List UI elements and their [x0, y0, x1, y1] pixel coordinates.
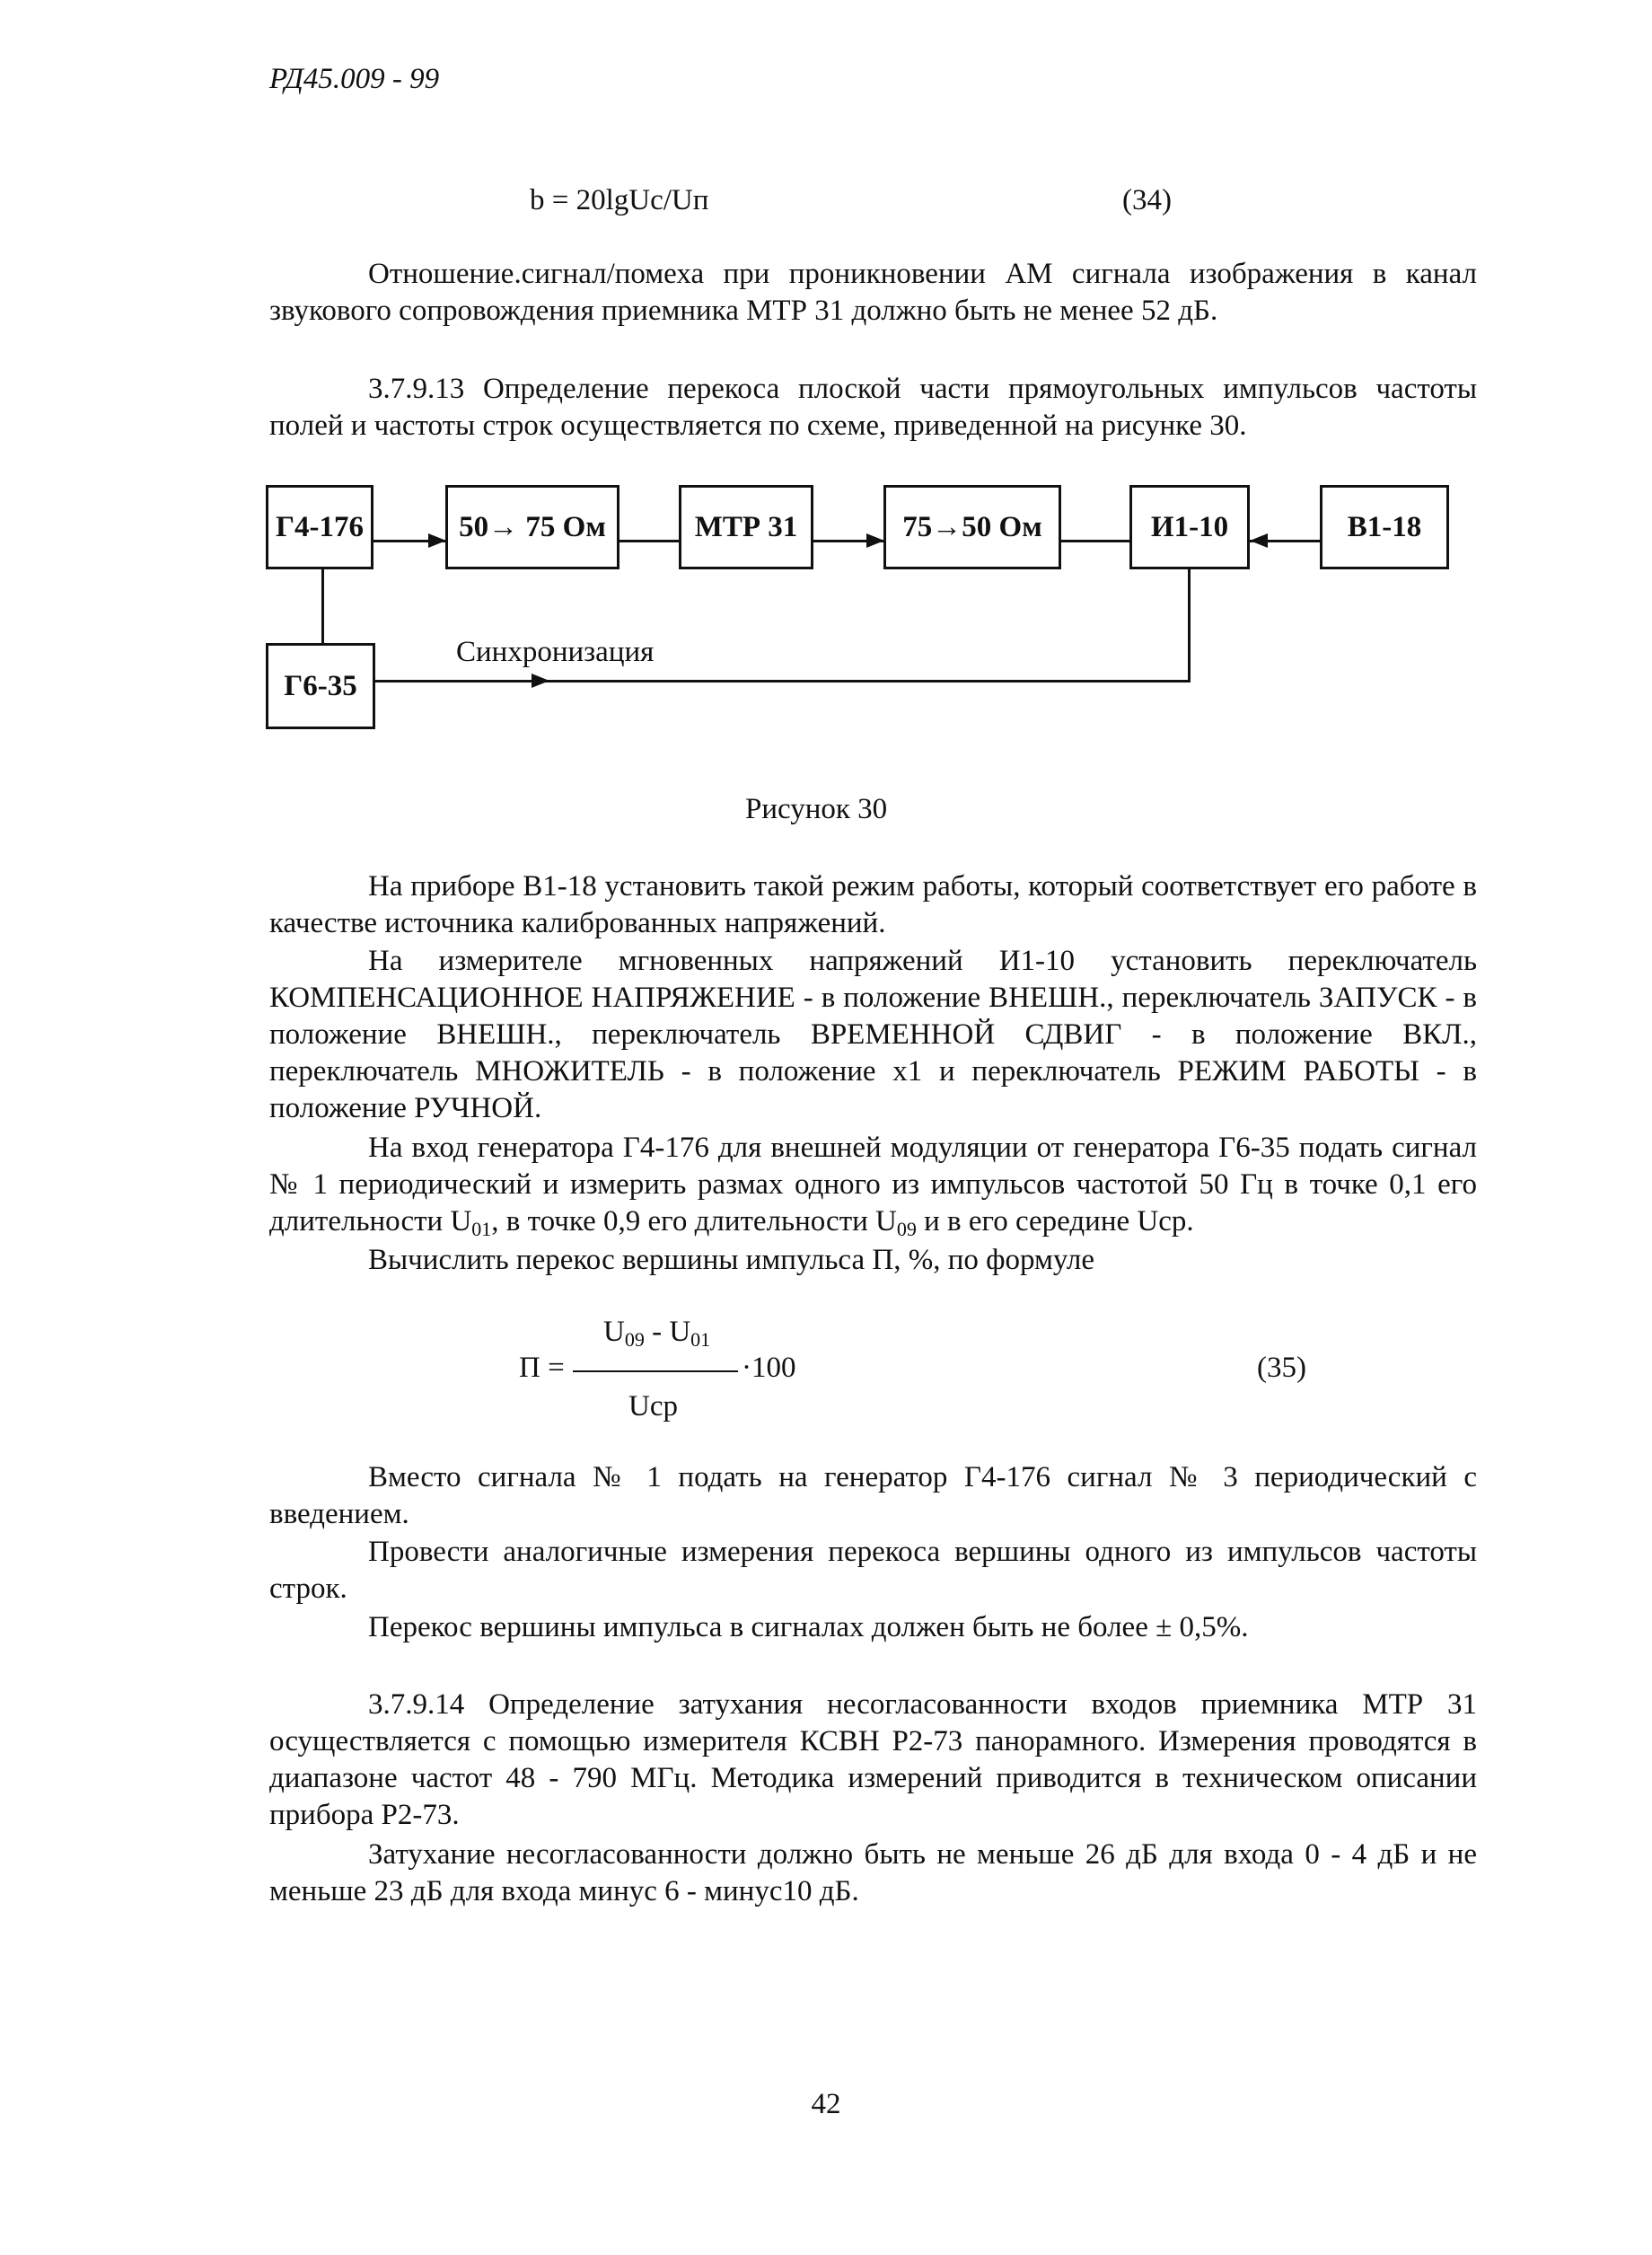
paragraph-3-7-9-14: 3.7.9.14 Определение затухания несогласованности входов приемника МТР 31 осуществляется с помощью измерителя КСВН Р2-73 панорамного. Измерения проводятся в диапазоне частот 48 - 790 МГц. Методика измерений приводится в техническом описании прибора Р2-73. [269, 1688, 1477, 1831]
arrow-to-i1-icon [1250, 533, 1268, 548]
formula-35-numerator [603, 1316, 710, 1352]
p5-part-b: , в точке 0,9 его длительности U [491, 1205, 897, 1238]
paragraph-compute: Вычислить перекос вершины импульса П, %, по формуле [368, 1244, 1095, 1276]
arrow-sync-icon [532, 674, 549, 688]
formula-34: b = 20lgUс/Uп [530, 184, 709, 216]
sub-09: 09 [896, 1218, 917, 1240]
num-sub-09: 09 [624, 1328, 645, 1351]
formula-35-lhs: П = [519, 1352, 565, 1384]
formula-35-denominator: Uср [628, 1390, 678, 1423]
fraction-bar [573, 1370, 738, 1372]
arrowheads [0, 0, 1652, 808]
box-g6-35: Г6-35 [266, 643, 375, 729]
box-g4-176: Г4-176 [266, 485, 373, 569]
paragraph-g4-176 [269, 1130, 1477, 1247]
box-mtr-31: МТР 31 [679, 485, 813, 569]
box-i1-10: И1-10 [1129, 485, 1250, 569]
box-attenuator-50-75: 50→ 75 Ом [445, 485, 620, 569]
p5-part-a: На вход генератора Г4-176 для внешней модуляции от генератора Г6-35 подать сигнал № 1 периодический и измерить размах одного из импульсов частотой 50 Гц в точке 0,1 его длительности U [269, 1132, 1477, 1238]
paragraph-tolerance: Перекос вершины импульса в сигналах должен быть не более ± 0,5%. [368, 1611, 1249, 1643]
formula-35-number: (35) [1257, 1352, 1306, 1384]
formula-35-multiplier: ·100 [742, 1352, 796, 1384]
num-u: U [603, 1316, 625, 1348]
formula-34-number: (34) [1122, 184, 1172, 216]
paragraph-line-freq: Провести аналогичные измерения перекоса вершины одного из импульсов частоты строк. [269, 1536, 1477, 1605]
num-minus: - U [644, 1316, 691, 1348]
paragraph-mismatch: Затухание несогласованности должно быть не меньше 26 дБ для входа 0 - 4 дБ и не меньше 23 дБ для входа минус 6 - минус10 дБ. [269, 1838, 1477, 1907]
arrow-to-att1-icon [428, 533, 446, 548]
paragraph-i1-10: На измерителе мгновенных напряжений И1-10 установить переключатель КОМПЕНСАЦИОННОЕ НАПРЯЖЕНИЕ - в положение ВНЕШН., переключатель ЗАПУСК - в положение ВНЕШН., переключатель ВРЕМЕННОЙ СДВИГ - в положение ВКЛ., переключатель МНОЖИТЕЛЬ - в положение х1 и переключатель РЕЖИМ РАБОТЫ - в положение РУЧНОЙ. [269, 945, 1477, 1124]
box-attenuator-75-50: 75→50 Ом [883, 485, 1061, 569]
sub-01: 01 [471, 1218, 492, 1240]
num-sub-01: 01 [690, 1328, 711, 1351]
paragraph-snr: Отношение.сигнал/помеха при проникновении АМ сигнала изображения в канал звукового сопровождения приемника МТР 31 должно быть не менее 52 дБ. [269, 258, 1477, 327]
document-code: РД45.009 - 99 [269, 63, 440, 95]
sync-label: Синхронизация [456, 636, 655, 668]
paragraph-signal-3: Вместо сигнала № 1 подать на генератор Г4-176 сигнал № 3 периодический с введением. [269, 1461, 1477, 1530]
paragraph-3-7-9-13: 3.7.9.13 Определение перекоса плоской части прямоугольных импульсов частоты полей и частоты строк осуществляется по схеме, приведенной на рисунке 30. [269, 373, 1477, 442]
paragraph-v1-18: На приборе В1-18 установить такой режим работы, который соответствует его работе в качестве источника калиброванных напряжений. [269, 870, 1477, 939]
box-v1-18: В1-18 [1320, 485, 1449, 569]
page-number: 42 [811, 2088, 841, 2120]
figure-caption: Рисунок 30 [745, 793, 888, 825]
arrow-to-att2-icon [866, 533, 884, 548]
p5-part-c: и в его середине Uср. [916, 1205, 1194, 1238]
